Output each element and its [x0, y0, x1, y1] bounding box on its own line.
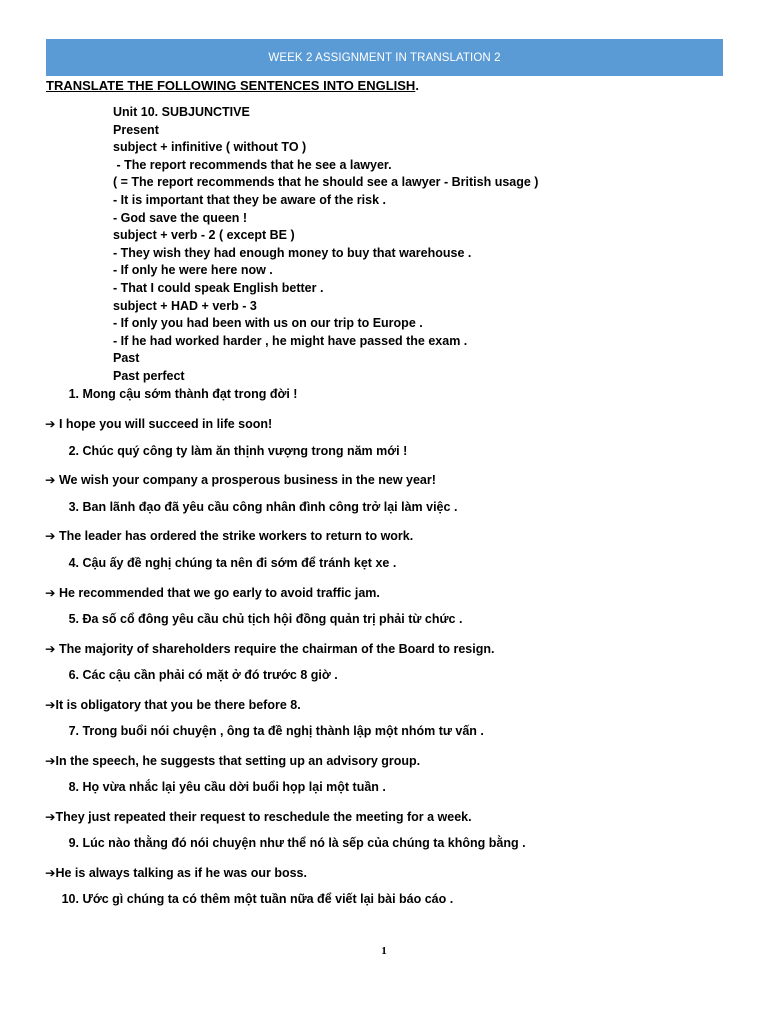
- exercise-answer: [45, 585, 380, 600]
- exercise-question: [57, 780, 386, 794]
- question-number: 8.: [68, 780, 79, 794]
- question-text: Chúc quý công ty làm ăn thịnh vượng trong năm mới !: [82, 444, 408, 458]
- answer-text: We wish your company a prosperous business in the new year!: [55, 473, 436, 487]
- grammar-line: ( = The report recommends that he should see a lawyer - British usage ): [113, 175, 539, 190]
- question-number: 9.: [68, 836, 79, 850]
- exercise-answer: [45, 697, 301, 712]
- question-number: 5.: [68, 612, 79, 626]
- arrow-icon: ➔: [45, 529, 56, 543]
- grammar-line: - God save the queen !: [113, 210, 248, 225]
- answer-text: In the speech, he suggests that setting up an advisory group.: [55, 754, 421, 768]
- question-text: Ước gì chúng ta có thêm một tuần nữa để viết lại bài báo cáo .: [82, 892, 454, 906]
- instruction-text: TRANSLATE THE FOLLOWING SENTENCES INTO ENGLISH: [46, 78, 416, 93]
- grammar-line: - The report recommends that he see a lawyer.: [113, 157, 392, 172]
- exercise-question: [57, 668, 338, 682]
- instruction-heading: [46, 78, 419, 93]
- answer-text: I hope you will succeed in life soon!: [55, 417, 273, 431]
- exercise-question: [57, 724, 484, 738]
- answer-text: He is always talking as if he was our boss.: [55, 866, 307, 880]
- question-text: Mong cậu sớm thành đạt trong đời !: [82, 387, 298, 401]
- grammar-line: Unit 10. SUBJUNCTIVE: [113, 105, 250, 119]
- grammar-line: Present: [113, 122, 159, 137]
- exercise-question: [57, 444, 407, 458]
- grammar-line: - It is important that they be aware of the risk .: [113, 192, 386, 207]
- exercise-question: [57, 387, 297, 401]
- exercise-question: [57, 836, 526, 850]
- grammar-line: - If only you had been with us on our trip to Europe .: [113, 316, 423, 331]
- question-number: 2.: [68, 444, 79, 458]
- arrow-icon: ➔: [45, 586, 56, 600]
- grammar-line: subject + infinitive ( without TO ): [113, 140, 307, 155]
- exercise-question: [57, 500, 457, 514]
- arrow-icon: ➔: [45, 698, 56, 712]
- assignment-title: WEEK 2 ASSIGNMENT IN TRANSLATION 2: [268, 51, 501, 64]
- question-number: 6.: [68, 668, 79, 682]
- question-number: 3.: [68, 500, 79, 514]
- question-text: Lúc nào thằng đó nói chuyện như thể nó là sếp của chúng ta không bằng .: [82, 836, 526, 850]
- question-text: Các cậu cần phải có mặt ở đó trước 8 giờ .: [82, 668, 338, 682]
- assignment-title-banner: [46, 39, 723, 76]
- exercise-answer: [45, 472, 436, 487]
- answer-text: It is obligatory that you be there before 8.: [55, 698, 301, 712]
- exercise-answer: [45, 641, 494, 656]
- question-text: Ban lãnh đạo đã yêu cầu công nhân đình công trở lại làm việc .: [82, 500, 458, 514]
- question-number: 10.: [61, 892, 79, 906]
- question-number: 1.: [68, 387, 79, 401]
- answer-text: They just repeated their request to reschedule the meeting for a week.: [55, 810, 472, 824]
- grammar-line: Past perfect: [113, 368, 185, 383]
- arrow-icon: ➔: [45, 810, 56, 824]
- exercise-answer: [45, 809, 472, 824]
- grammar-line: - If he had worked harder , he might have passed the exam .: [113, 333, 468, 348]
- question-number: 7.: [68, 724, 79, 738]
- question-text: Đa số cổ đông yêu cầu chủ tịch hội đồng quản trị phải từ chức .: [82, 612, 463, 626]
- grammar-line: subject + verb - 2 ( except BE ): [113, 228, 295, 243]
- question-text: Họ vừa nhắc lại yêu cầu dời buổi họp lại một tuần .: [82, 780, 386, 794]
- grammar-notes: [113, 104, 538, 386]
- exercise-answer: [45, 753, 420, 768]
- arrow-icon: ➔: [45, 754, 56, 768]
- arrow-icon: ➔: [45, 473, 56, 487]
- exercise-answer: [45, 416, 272, 431]
- question-text: Trong buổi nói chuyện , ông ta đề nghị thành lập một nhóm tư vấn .: [82, 724, 484, 738]
- arrow-icon: ➔: [45, 642, 56, 656]
- question-text: Cậu ấy đề nghị chúng ta nên đi sớm để tránh kẹt xe .: [82, 556, 397, 570]
- instruction-period: .: [415, 78, 419, 93]
- page-number: 1: [381, 945, 387, 957]
- question-number: 4.: [68, 556, 79, 570]
- exercise-question: [57, 892, 453, 906]
- exercise-question: [57, 612, 462, 626]
- answer-text: The leader has ordered the strike workers to return to work.: [55, 529, 414, 543]
- grammar-line: - That I could speak English better .: [113, 280, 324, 295]
- answer-text: The majority of shareholders require the chairman of the Board to resign.: [55, 642, 495, 656]
- exercise-answer: [45, 865, 307, 880]
- grammar-line: - If only he were here now .: [113, 263, 273, 278]
- exercise-answer: [45, 528, 413, 543]
- answer-text: He recommended that we go early to avoid traffic jam.: [55, 586, 380, 600]
- exercise-question: [57, 556, 396, 570]
- grammar-line: subject + HAD + verb - 3: [113, 298, 257, 313]
- grammar-line: Past: [113, 351, 140, 366]
- arrow-icon: ➔: [45, 417, 56, 431]
- grammar-line: - They wish they had enough money to buy that warehouse .: [113, 245, 472, 260]
- arrow-icon: ➔: [45, 866, 56, 880]
